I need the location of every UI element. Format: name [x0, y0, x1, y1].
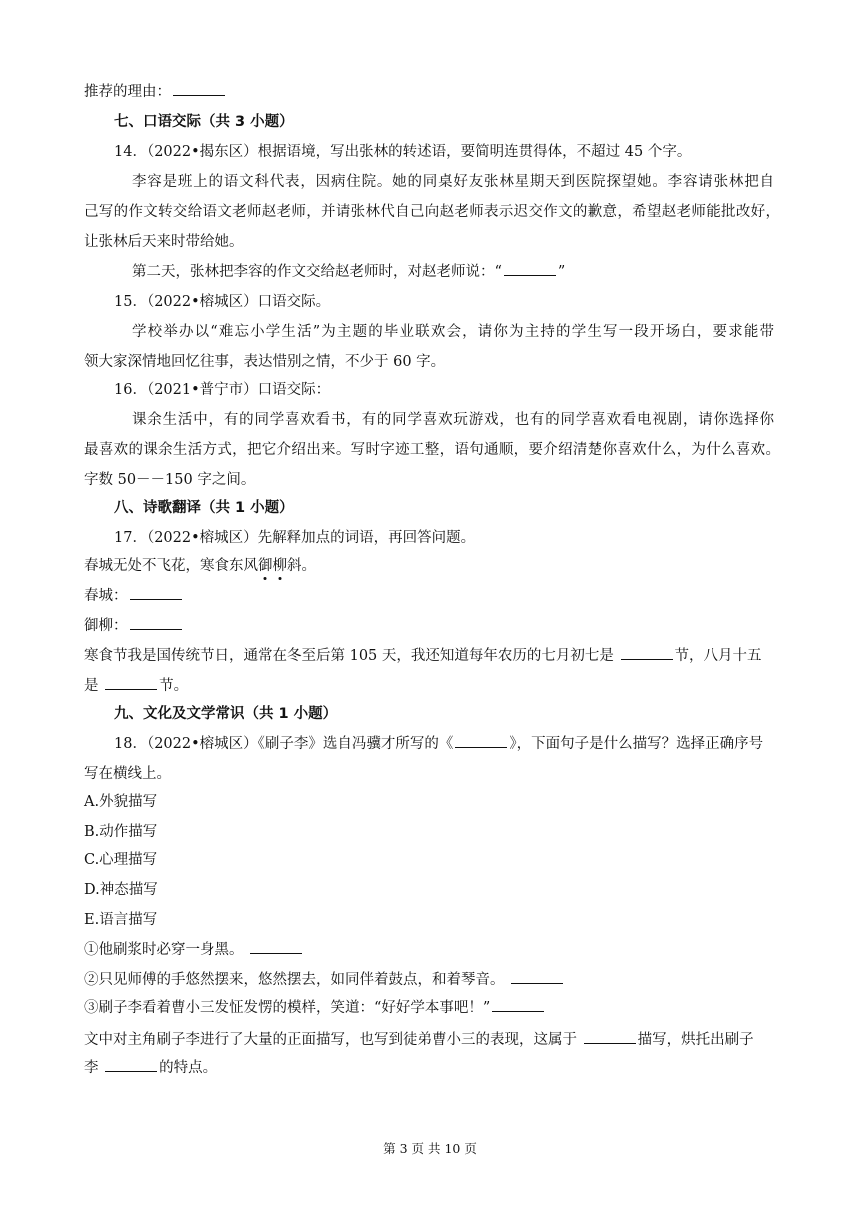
answer-blank[interactable] — [130, 586, 182, 600]
poem-text: 春城无处不飞花，寒食东风 — [84, 558, 258, 574]
yuliu-label: 御柳： — [84, 618, 128, 634]
q14-answer-line — [132, 262, 776, 282]
sentence-3 — [84, 998, 776, 1018]
answer-blank[interactable] — [584, 1030, 636, 1044]
summary-text: 李 — [84, 1060, 104, 1076]
q18-prompt-line-1 — [114, 734, 776, 754]
option-a: A.外貌描写 — [84, 794, 158, 810]
q14-answer-lead: 第二天，张林把李容的作文交给赵老师时，对赵老师说：“ — [132, 264, 502, 280]
answer-blank[interactable] — [621, 646, 673, 660]
summary-text: 的特点。 — [159, 1060, 218, 1076]
q18-summary-line-2 — [84, 1058, 776, 1078]
q16-text-line-2: 最喜欢的课余生活方式，把它介绍出来。写时字迹工整，语句通顺，要介绍清楚你喜欢什么，为什么喜欢。 — [84, 442, 780, 458]
section-heading-7: 七、口语交际（共 3 小题） — [114, 114, 294, 130]
q17-yuliu-line — [84, 616, 776, 636]
sentence-text: ②只见师傅的手悠然摆来，悠然摆去，如同伴着鼓点，和着琴音。 — [84, 972, 510, 988]
reason-line — [84, 82, 776, 102]
page-number-footer: 第 3 页 共 10 页 — [383, 1141, 477, 1156]
answer-blank[interactable] — [250, 940, 302, 954]
q14-text-line-1: 李容是班上的语文科代表，因病住院。她的同桌好友张林星期天到医院探望她。李容请张林把自 — [132, 174, 774, 190]
q18-text: 》，下面句子是什么描写？选择正确序号 — [509, 736, 764, 752]
q14-answer-close: ” — [557, 264, 566, 280]
q16-text-line-1: 课余生活中，有的同学喜欢看书，有的同学喜欢玩游戏，也有的同学喜欢看电视剧，请你选择你 — [132, 412, 774, 428]
q18-text: 18．（2022•榕城区）《刷子李》选自冯骥才所写的《 — [114, 736, 454, 752]
dotted-word-yu: 御 — [258, 558, 273, 574]
summary-text: 文中对主角刷子李进行了大量的正面描写，也写到徒弟曹小三的表现，这属于 — [84, 1032, 582, 1048]
sentence-1 — [84, 940, 776, 960]
option-c: C.心理描写 — [84, 852, 158, 868]
chuncheng-label: 春城： — [84, 588, 128, 604]
q15-text-line-2: 领大家深情地回忆往事，表达惜别之情，不少于 60 字。 — [84, 354, 446, 370]
sentence-2 — [84, 970, 776, 990]
answer-blank[interactable] — [105, 1058, 157, 1072]
emphasis-dot — [278, 577, 281, 580]
q17-festival-line-1 — [84, 646, 776, 666]
section-heading-9: 九、文化及文学常识（共 1 小题） — [114, 706, 338, 722]
summary-text: 描写，烘托出刷子 — [637, 1032, 754, 1048]
q18-prompt-line-2: 写在横线上。 — [84, 766, 171, 782]
dotted-word-liu: 柳 — [273, 558, 288, 574]
q14-text-line-3: 让张林后天来时带给她。 — [84, 234, 244, 250]
festival-text: 节，八月十五 — [674, 648, 762, 664]
q16-text-line-3: 字数 50－－150 字之间。 — [84, 472, 256, 488]
q17-prompt: 17．（2022•榕城区）先解释加点的词语，再回答问题。 — [114, 530, 476, 546]
sentence-text: ③刷子李看着曹小三发怔发愣的模样，笑道：“好好学本事吧！” — [84, 1000, 491, 1016]
reason-label: 推荐的理由： — [84, 84, 171, 100]
festival-text: 寒食节我是国传统节日，通常在冬至后第 105 天，我还知道每年农历的七月初七是 — [84, 648, 619, 664]
q16-prompt: 16．（2021•普宁市）口语交际： — [114, 382, 331, 398]
answer-blank[interactable] — [455, 734, 507, 748]
answer-blank[interactable] — [130, 616, 182, 630]
option-b: B.动作描写 — [84, 824, 158, 840]
answer-blank[interactable] — [504, 262, 556, 276]
q15-text-line-1: 学校举办以“难忘小学生活”为主题的毕业联欢会，请你为主持的学生写一段开场白，要求能带 — [132, 324, 774, 340]
poem-text-end: 斜。 — [287, 558, 316, 574]
q17-chuncheng-line — [84, 586, 776, 606]
answer-blank[interactable] — [173, 82, 225, 96]
emphasis-dot — [264, 577, 267, 580]
q17-festival-line-2 — [84, 676, 776, 696]
answer-blank[interactable] — [105, 676, 157, 690]
q17-poem-line — [84, 556, 776, 576]
section-heading-8: 八、诗歌翻译（共 1 小题） — [114, 500, 294, 516]
answer-blank[interactable] — [492, 998, 544, 1012]
q18-summary-line-1 — [84, 1030, 776, 1050]
q15-prompt: 15．（2022•榕城区）口语交际。 — [114, 294, 331, 310]
festival-text: 是 — [84, 678, 104, 694]
festival-text: 节。 — [159, 678, 189, 694]
option-e: E.语言描写 — [84, 912, 158, 928]
sentence-text: ①他刷浆时必穿一身黑。 — [84, 942, 249, 958]
q14-text-line-2: 己写的作文转交给语文老师赵老师，并请张林代自己向赵老师表示迟交作文的歉意，希望赵老师能批改好， — [84, 204, 780, 220]
option-d: D.神态描写 — [84, 882, 158, 898]
q14-prompt: 14．（2022•揭东区）根据语境，写出张林的转述语，要简明连贯得体，不超过 45 个字。 — [114, 144, 692, 160]
answer-blank[interactable] — [511, 970, 563, 984]
